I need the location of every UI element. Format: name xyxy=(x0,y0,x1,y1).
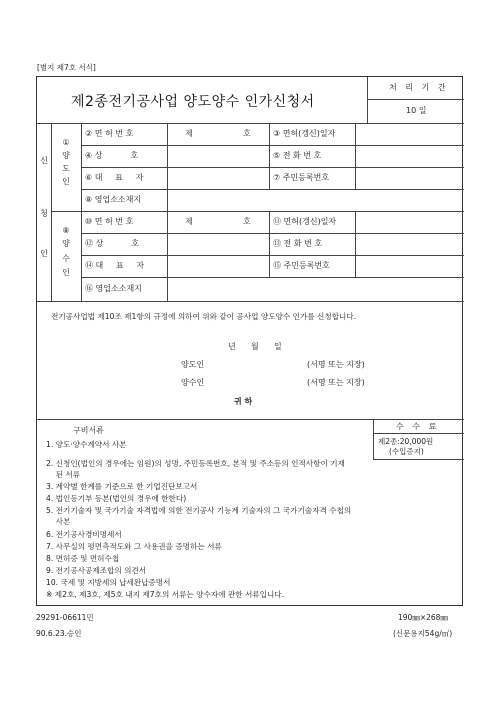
field-rep: ⑥ 대 표 자 xyxy=(85,173,144,182)
divider xyxy=(373,419,374,459)
divider xyxy=(167,211,168,277)
divider xyxy=(51,211,464,212)
statement-text: 전기공사업법 제10조 제1항의 규정에 의하여 위와 같이 공사업 양도양수 인가를 신청합니다. xyxy=(51,312,357,321)
applicant-label-2: 청 xyxy=(40,209,48,218)
transferor-label-3: 인 xyxy=(62,177,70,186)
field-license-ho: 호 xyxy=(243,129,251,138)
divider xyxy=(167,277,168,301)
divider xyxy=(167,123,168,189)
divider xyxy=(81,145,464,146)
field-license-no: ⑩ 면 허 번 호 xyxy=(85,217,134,226)
document-item: 된 서류 xyxy=(46,470,81,479)
fee-label: 수 수 료 xyxy=(396,422,440,431)
field-company: ⑫ 상 호 xyxy=(85,239,139,248)
document-item: 2. 신청인(법인의 경우에는 임원)의 성명, 주민등록번호, 본적 및 주소등의 인적사항이 기재 xyxy=(46,459,345,468)
divider xyxy=(367,77,368,123)
document-item: 6. 전기공사경비명세서 xyxy=(46,530,122,539)
application-form xyxy=(36,76,463,606)
processing-label: 처 리 기 간 xyxy=(389,83,449,92)
fee-note: (수입증지) xyxy=(389,447,424,456)
addressee: 귀 하 xyxy=(234,397,253,406)
field-phone: ⑤ 전 화 번 호 xyxy=(273,151,322,160)
field-license-no: ② 면 허 번 호 xyxy=(85,129,134,138)
document-item: 8. 면허증 및 면허수첩 xyxy=(46,554,120,563)
transferor-label-2: 도 xyxy=(62,164,70,173)
field-license-je: 제 xyxy=(185,217,193,226)
divider xyxy=(167,189,168,211)
divider xyxy=(37,419,464,420)
transferee-num: ⑧ xyxy=(62,226,70,235)
divider xyxy=(81,123,82,301)
divider xyxy=(373,433,464,434)
applicant-label-3: 인 xyxy=(40,249,48,258)
field-office: ⑯ 영업소소재지 xyxy=(85,284,142,293)
document-item: 3. 계약별 한계를 기준으로 한 기업진단보고서 xyxy=(46,482,198,491)
field-license-je: 제 xyxy=(185,129,193,138)
field-license-date: ⑪ 면허(갱신)일자 xyxy=(273,217,337,226)
field-resident-no: ⑦ 주민등록번호 xyxy=(273,173,330,182)
document-item: 5. 전기기술자 및 국가기술 자격법에 의한 전기공사 기능계 기술자의 그 국가기술자격 수첩의 xyxy=(46,506,352,515)
divider xyxy=(51,123,52,301)
transferee-sign-label: 양수인 xyxy=(181,378,205,387)
field-license-date: ③ 면허(갱신)일자 xyxy=(273,129,336,138)
document-item: 7. 사무실의 평면측적도와 그 사용권을 증명하는 서류 xyxy=(46,542,222,551)
document-item: 4. 법인등기부 등본(법인의 경우에 한한다) xyxy=(46,494,187,503)
form-title: 제2종전기공사업 양도양수 인가신청서 xyxy=(71,94,315,110)
document-item: 10. 국세 및 지방세의 납세완납증명서 xyxy=(46,578,171,587)
transferee-label-3: 인 xyxy=(62,268,70,277)
statement-date: 년 월 일 xyxy=(228,342,282,351)
document-note: ※ 제2호, 제3호, 제5호 내지 제7호의 서류는 양수자에 관한 서류입니다. xyxy=(46,590,285,599)
divider xyxy=(367,99,464,100)
field-company: ④ 상 호 xyxy=(85,151,139,160)
transferor-sign-label: 양도인 xyxy=(181,360,205,369)
applicant-label-1: 신 xyxy=(40,156,48,165)
divider xyxy=(81,277,464,278)
transferor-label-1: 양 xyxy=(62,151,70,160)
divider xyxy=(355,123,356,189)
transferor-num: ① xyxy=(62,138,70,147)
transferee-sign-note: (서명 또는 지장) xyxy=(307,378,365,387)
documents-heading: 구비서류 xyxy=(73,426,104,435)
field-phone: ⑬ 전 화 번 호 xyxy=(273,239,323,248)
divider xyxy=(269,211,270,277)
document-item: 사본 xyxy=(46,517,71,526)
form-tag: [별지 제7호 서식] xyxy=(37,63,96,72)
divider xyxy=(355,211,356,277)
approval-date: 90.6.23.승인 xyxy=(36,629,82,638)
divider xyxy=(81,167,464,168)
field-resident-no: ⑮ 주민등록번호 xyxy=(273,261,330,270)
divider xyxy=(373,459,464,460)
divider xyxy=(81,255,464,256)
divider xyxy=(269,123,270,189)
processing-value: 10 일 xyxy=(406,106,427,115)
transferee-label-1: 양 xyxy=(62,239,70,248)
field-rep: ⑭ 대 표 자 xyxy=(85,261,145,270)
field-office: ⑧ 영업소소재지 xyxy=(85,195,142,204)
paper-type: (신문용지54g/㎡) xyxy=(393,629,453,638)
field-license-ho: 호 xyxy=(243,217,251,226)
divider xyxy=(81,189,464,190)
fee-value: 제2종:20,000원 xyxy=(378,437,434,446)
divider xyxy=(81,233,464,234)
document-item: 1. 양도·양수계약서 사본 xyxy=(46,440,127,449)
divider xyxy=(37,123,464,124)
transferee-label-2: 수 xyxy=(62,254,70,263)
transferor-sign-note: (서명 또는 지장) xyxy=(307,360,365,369)
form-code: 29291-06611민 xyxy=(36,613,94,622)
paper-size: 190㎜×268㎜ xyxy=(398,613,448,622)
document-item: 9. 전기공사공제조합의 의견서 xyxy=(46,566,147,575)
divider xyxy=(37,301,464,302)
